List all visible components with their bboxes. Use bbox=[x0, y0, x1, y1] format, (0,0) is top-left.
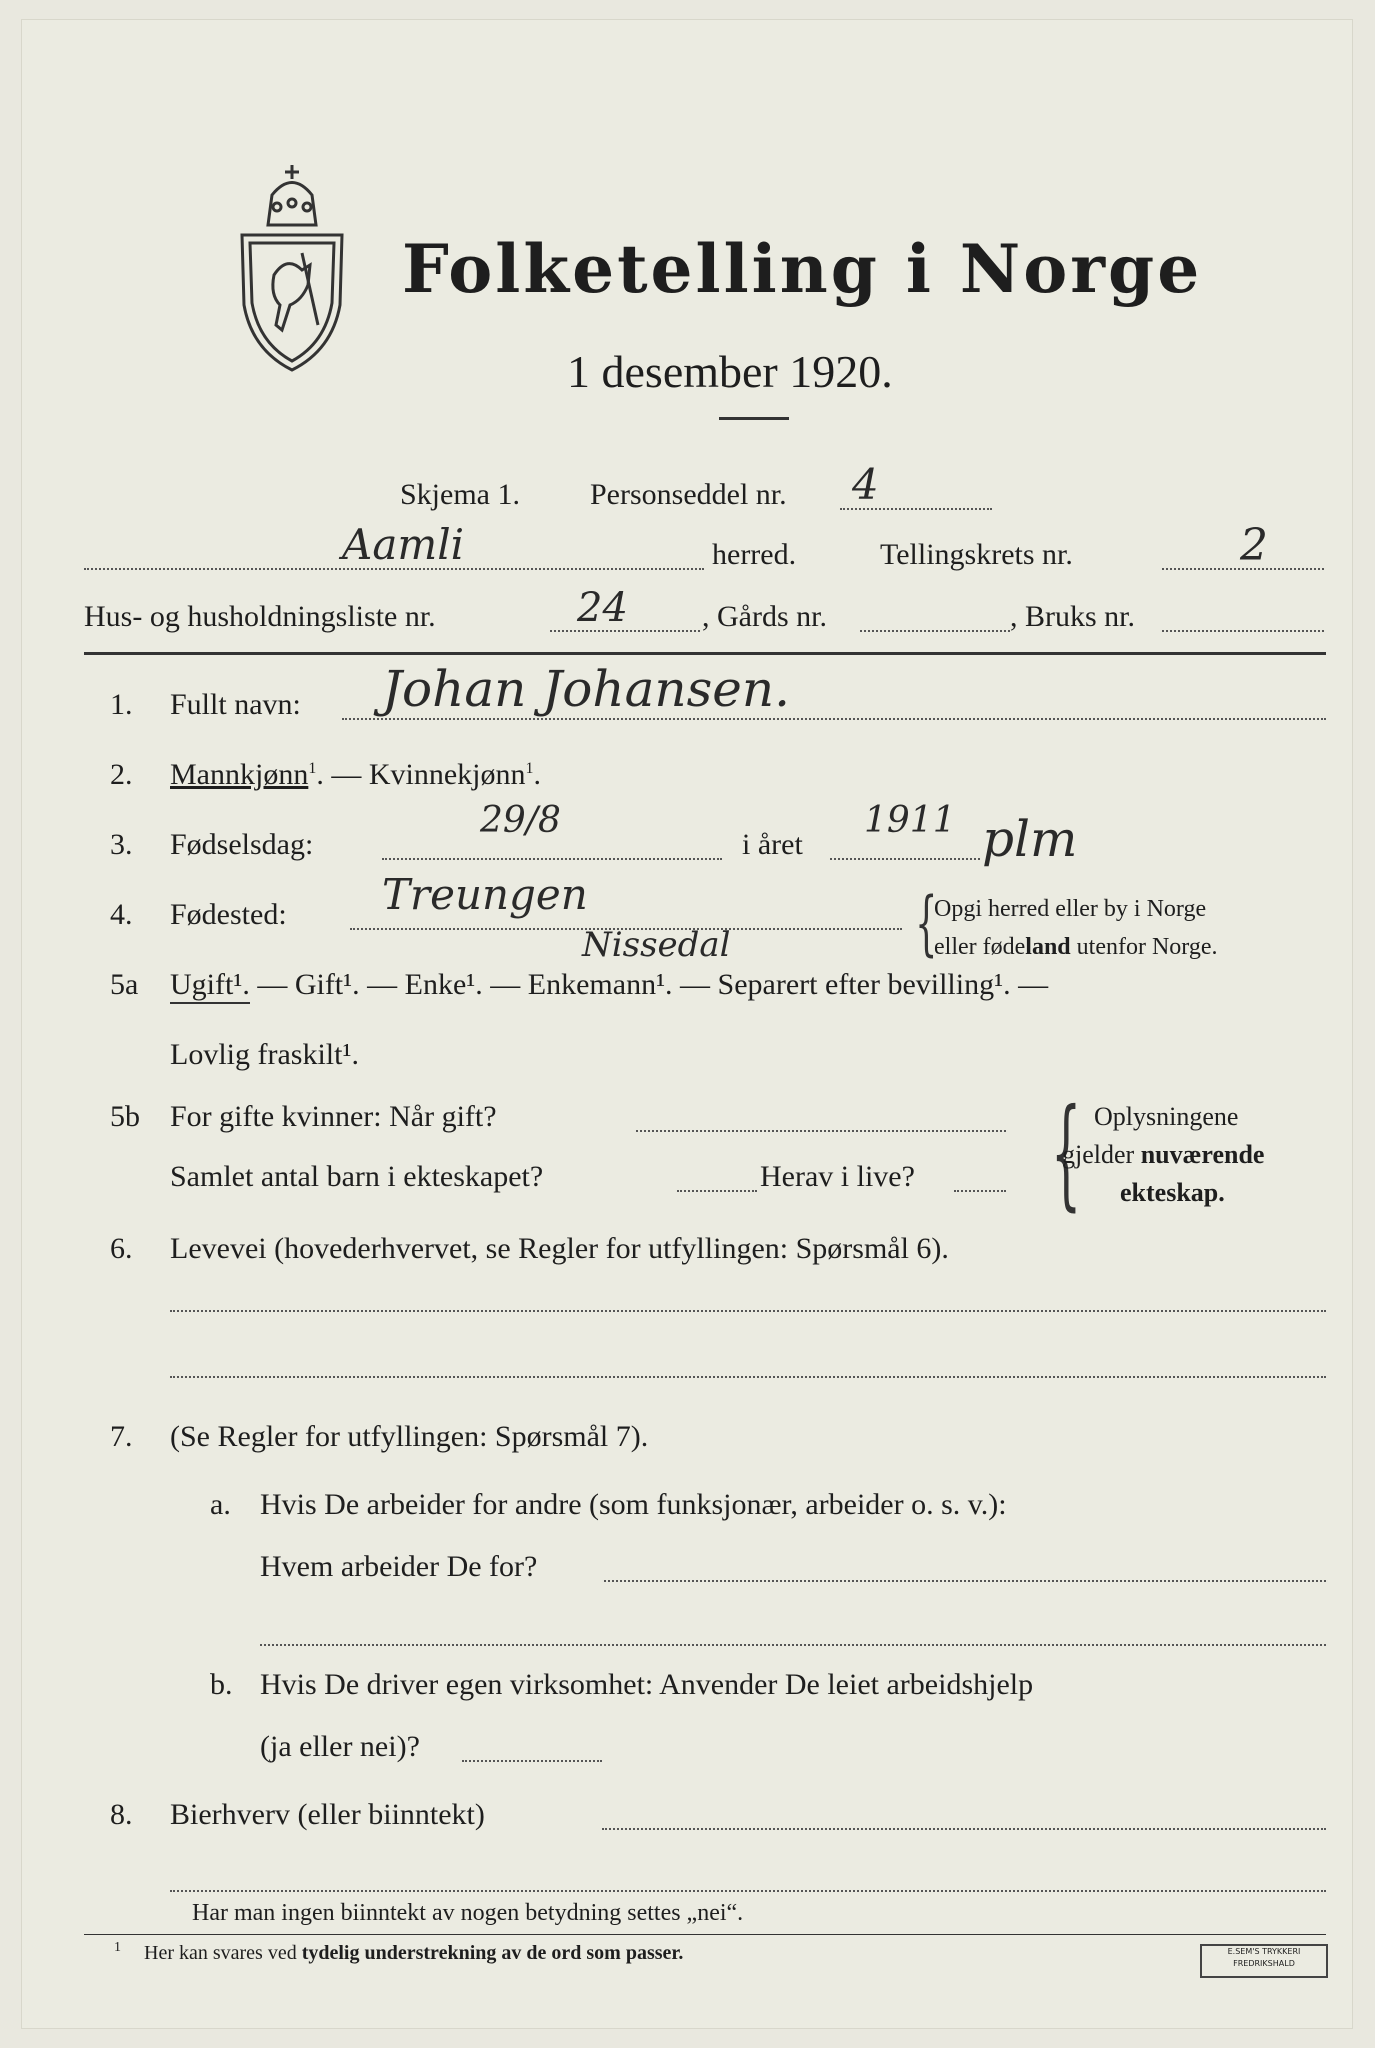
q3-number: 3. bbox=[110, 828, 133, 861]
tellingskrets-label: Tellingskrets nr. bbox=[880, 538, 1073, 571]
q5b-note-1: Oplysningene bbox=[1094, 1102, 1239, 1131]
q6-label: Levevei (hovederhvervet, se Regler for utfyllingen: Spørsmål 6). bbox=[170, 1232, 949, 1265]
q8-number: 8. bbox=[110, 1798, 133, 1831]
skjema-label: Skjema 1. bbox=[400, 478, 520, 511]
q8-line-2 bbox=[170, 1890, 1326, 1892]
q5a-options-2[interactable]: Lovlig fraskilt¹. bbox=[170, 1038, 359, 1071]
q4-label: Fødested: bbox=[170, 898, 287, 931]
hus-value[interactable]: 24 bbox=[577, 585, 628, 631]
q6-number: 6. bbox=[110, 1232, 133, 1265]
q2-separator: . — bbox=[316, 758, 369, 791]
q7a-letter: a. bbox=[210, 1488, 231, 1521]
q3-value[interactable]: 29/8 bbox=[480, 800, 561, 841]
q5a-options[interactable]: Ugift¹. — Gift¹. — Enke¹. — Enkemann¹. — Separert efter bevilling¹. — bbox=[170, 968, 1049, 1001]
q8-line-1 bbox=[602, 1828, 1326, 1830]
q6-line-1 bbox=[170, 1310, 1326, 1312]
q2-number: 2. bbox=[110, 758, 133, 791]
footnote-text-b: tydelig understrekning av de ord som passer. bbox=[301, 1942, 684, 1964]
q4-note-2c: utenfor Norge. bbox=[1070, 934, 1218, 960]
title-rule bbox=[719, 417, 789, 420]
form-title: Folketelling i Norge bbox=[402, 230, 1203, 308]
q3-year-line bbox=[830, 858, 980, 860]
q7b-line-2: (ja eller nei)? bbox=[260, 1730, 420, 1763]
q4-value[interactable]: Treungen bbox=[382, 870, 588, 919]
q5b-number: 5b bbox=[110, 1100, 140, 1133]
q5b-brace: { bbox=[1050, 1084, 1082, 1223]
q5b-note-2 bbox=[1062, 1140, 1264, 1170]
stamp-line-2: FREDRIKSHALD bbox=[1233, 1959, 1295, 1968]
q7b-answer-line bbox=[462, 1760, 602, 1762]
gards-label: , Gårds nr. bbox=[702, 600, 827, 633]
footnote-rule bbox=[84, 1934, 1326, 1935]
q1-label: Fullt navn: bbox=[170, 688, 301, 721]
q5a-ugift-underline bbox=[170, 1002, 250, 1004]
q3-extra-note: plm bbox=[982, 810, 1078, 868]
personseddel-label: Personseddel nr. bbox=[590, 478, 787, 511]
q1-value[interactable]: Johan Johansen. bbox=[382, 660, 790, 718]
q3-year-value[interactable]: 1911 bbox=[864, 800, 956, 841]
footnote-marker: 1 bbox=[114, 1940, 121, 1955]
q5b-line-3 bbox=[954, 1190, 1006, 1192]
stamp-line-1: E.SEM'S TRYKKERI bbox=[1227, 1947, 1301, 1956]
q7a-line-2: Hvem arbeider De for? bbox=[260, 1550, 538, 1583]
herred-value[interactable]: Aamli bbox=[342, 520, 465, 569]
footnote-text-a: Her kan svares ved bbox=[144, 1942, 302, 1964]
coat-of-arms-icon bbox=[232, 165, 352, 375]
q7-number: 7. bbox=[110, 1420, 133, 1453]
header-divider bbox=[84, 652, 1326, 655]
q2-end: . bbox=[533, 758, 541, 791]
tellingskrets-value[interactable]: 2 bbox=[1240, 520, 1268, 571]
q5b-line-2 bbox=[677, 1190, 757, 1192]
q5b-line-1 bbox=[636, 1130, 1006, 1132]
gards-line bbox=[860, 630, 1010, 632]
q5b-label-1: For gifte kvinner: Når gift? bbox=[170, 1100, 497, 1133]
q4-note-2a: eller føde bbox=[934, 934, 1026, 960]
herred-label: herred. bbox=[712, 538, 797, 571]
q1-line bbox=[342, 718, 1326, 720]
q2-options: Mannkjønn$^1$. — Kvinnekjønn$^1$. bbox=[170, 758, 541, 791]
q7a-answer-line-2 bbox=[260, 1644, 1326, 1646]
q4-number: 4. bbox=[110, 898, 133, 931]
q4-note-2b: land bbox=[1025, 934, 1071, 960]
q7a-line-1: Hvis De arbeider for andre (som funksjonær, arbeider o. s. v.): bbox=[260, 1488, 1007, 1521]
q7-label: (Se Regler for utfyllingen: Spørsmål 7). bbox=[170, 1420, 649, 1453]
q1-number: 1. bbox=[110, 688, 133, 721]
q5b-label-3: Herav i live? bbox=[760, 1160, 915, 1193]
q7b-line-1: Hvis De driver egen virksomhet: Anvender De leiet arbeidshjelp bbox=[260, 1668, 1034, 1701]
q5b-note-2b: nuværende bbox=[1140, 1140, 1265, 1169]
q2-female[interactable]: Kvinnekjønn bbox=[368, 758, 526, 791]
q3-year-label: i året bbox=[742, 828, 803, 861]
q4-brace: { bbox=[915, 882, 938, 964]
hus-label: Hus- og husholdningsliste nr. bbox=[84, 600, 436, 633]
q7b-letter: b. bbox=[210, 1668, 233, 1701]
q2-male[interactable]: Mannkjønn bbox=[170, 758, 309, 791]
census-form bbox=[22, 20, 1352, 2028]
personseddel-value[interactable]: 4 bbox=[852, 460, 879, 509]
q6-line-2 bbox=[170, 1376, 1326, 1378]
q3-label: Fødselsdag: bbox=[170, 828, 314, 861]
q5b-note-2a: gjelder bbox=[1062, 1140, 1141, 1169]
q4-value-2[interactable]: Nissedal bbox=[582, 925, 731, 965]
bruks-line bbox=[1162, 630, 1324, 632]
q5a-number: 5a bbox=[110, 968, 139, 1001]
bruks-label: , Bruks nr. bbox=[1010, 600, 1136, 633]
printer-stamp bbox=[1200, 1944, 1328, 1978]
q8-label: Bierhverv (eller biinntekt) bbox=[170, 1798, 485, 1831]
q3-line bbox=[382, 858, 722, 860]
q5b-label-2: Samlet antal barn i ekteskapet? bbox=[170, 1160, 544, 1193]
q8-note: Har man ingen biinntekt av nogen betydning settes „nei“. bbox=[192, 1900, 744, 1926]
q7a-answer-line-1 bbox=[604, 1580, 1326, 1582]
footnote-text bbox=[144, 1942, 683, 1965]
q4-note-1: Opgi herred eller by i Norge bbox=[934, 896, 1207, 922]
q5b-note-3: ekteskap. bbox=[1120, 1178, 1225, 1207]
q4-note-2 bbox=[934, 934, 1218, 961]
form-date: 1 desember 1920. bbox=[567, 346, 893, 397]
